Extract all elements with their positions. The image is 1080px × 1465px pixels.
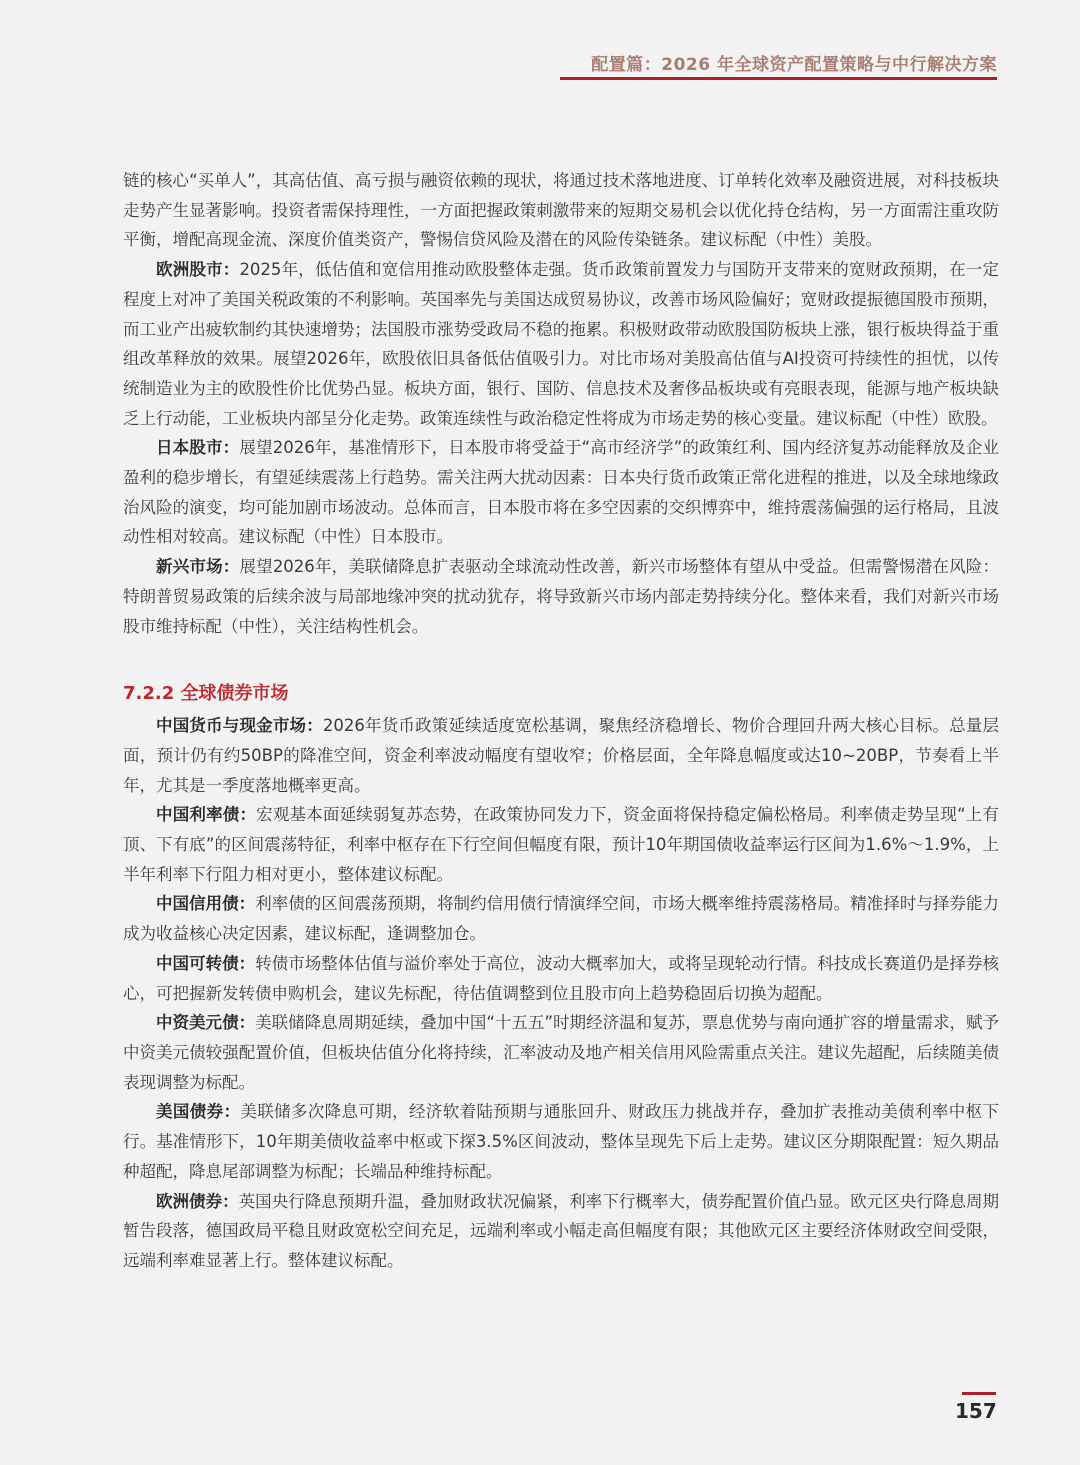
paragraph-text: 美联储降息周期延续，叠加中国“十五五”时期经济温和复苏，票息优势与南向通扩容的增量需求，赋予中资美元债较强配置价值，但板块估值分化将持续，汇率波动及地产相关信用风险需重点关注。建议先超配，后续随美债表现调整为标配。 <box>123 1013 999 1092</box>
paragraph-china-credit-bonds <box>123 889 999 948</box>
paragraph-lead: 欧洲股市： <box>156 260 240 280</box>
page-content <box>123 166 999 1276</box>
paragraph-text: 2025年，低估值和宽信用推动欧股整体走强。货币政策前置发力与国防开支带来的宽财政预期，在一定程度上对冲了美国关税政策的不利影响。英国率先与美国达成贸易协议，改善市场风险偏好；宽财政提振德国股市预期，而工业产出疲软制约其快速增势；法国股市涨势受政局不稳的拖累。积极财政带动欧股国防板块上涨，银行板块得益于重组改革释放的效果。展望2026年，欧股依旧具备低估值吸引力。对比市场对美股高估值与AI投资可持续性的担忧，以传统制造业为主的欧股性价比优势凸显。板块方面，银行、国防、信息技术及奢侈品板块或有亮眼表现，能源与地产板块缺乏上行动能，工业板块内部呈分化走势。政策连续性与政治稳定性将成为市场走势的核心变量。建议标配（中性）欧股。 <box>123 260 999 428</box>
paragraph-lead: 中国利率债： <box>156 805 257 825</box>
paragraph-lead: 中资美元债： <box>156 1013 256 1033</box>
paragraph-text: 链的核心“买单人”，其高估值、高亏损与融资依赖的现状，将通过技术落地进度、订单转化效率及融资进展，对科技板块走势产生显著影响。投资者需保持理性，一方面把握政策刺激带来的短期交易机会以优化持仓结构，另一方面需注重攻防平衡，增配高现金流、深度价值类资产，警惕信贷风险及潜在的风险传染链条。建议标配（中性）美股。 <box>123 171 999 250</box>
page-number: 157 <box>955 1399 997 1423</box>
paragraph-lead: 日本股市： <box>156 438 240 458</box>
paragraph-lead: 欧洲债券： <box>156 1191 239 1211</box>
paragraph-lead: 美国债券： <box>156 1102 241 1122</box>
paragraph-emerging-markets <box>123 552 999 641</box>
paragraph-lead: 中国可转债： <box>156 953 256 973</box>
paragraph-china-rate-bonds <box>123 800 999 889</box>
running-header-title: 配置篇：2026 年全球资产配置策略与中行解决方案 <box>591 55 997 75</box>
paragraph-lead: 中国货币与现金市场： <box>156 716 323 736</box>
paragraph-us-bonds <box>123 1097 999 1186</box>
paragraph-text: 2026年货币政策延续适度宽松基调，聚焦经济稳增长、物价合理回升两大核心目标。总量层面，预计仍有约50BP的降准空间，资金利率波动幅度有望收窄；价格层面，全年降息幅度或达10~20BP，节奏看上半年，尤其是一季度落地概率更高。 <box>123 716 999 795</box>
paragraph-us-equity-continued <box>123 166 999 255</box>
paragraph-text: 利率债的区间震荡预期，将制约信用债行情演绎空间，市场大概率维持震荡格局。精准择时与择券能力成为收益核心决定因素，建议标配，逢调整加仓。 <box>123 894 1000 944</box>
paragraph-text: 展望2026年，美联储降息扩表驱动全球流动性改善，新兴市场整体有望从中受益。但需警惕潜在风险：特朗普贸易政策的后续余波与局部地缘冲突的扰动犹存，将导致新兴市场内部走势持续分化。整体来看，我们对新兴市场股市维持标配（中性），关注结构性机会。 <box>123 557 999 636</box>
paragraph-text: 美联储多次降息可期，经济软着陆预期与通胀回升、财政压力挑战并存，叠加扩表推动美债利率中枢下行。基准情形下，10年期美债收益率中枢或下探3.5%区间波动，整体呈现先下后上走势。建议区分期限配置：短久期品种超配，降息尾部调整为标配；长端品种维持标配。 <box>123 1102 1000 1181</box>
paragraph-europe-bonds <box>123 1187 999 1276</box>
paragraph-lead: 中国信用债： <box>156 894 256 914</box>
paragraph-japan-equity <box>123 433 999 552</box>
header-rule <box>560 77 997 80</box>
paragraph-china-money-market <box>123 711 999 800</box>
paragraph-chinese-usd-bonds <box>123 1008 999 1097</box>
paragraph-text: 转债市场整体估值与溢价率处于高位，波动大概率加大，或将呈现轮动行情。科技成长赛道仍是择券核心，可把握新发转债申购机会，建议先标配，待估值调整到位且股市向上趋势稳固后切换为超配。 <box>123 953 1000 1003</box>
paragraph-europe-equity <box>123 255 999 433</box>
paragraph-text: 英国央行降息预期升温，叠加财政状况偏紧，利率下行概率大，债券配置价值凸显。欧元区央行降息周期暂告段落，德国政局平稳且财政宽松空间充足，远端利率或小幅走高但幅度有限；其他欧元区主要经济体财政空间受限，远端利率难显著上行。整体建议标配。 <box>123 1191 1000 1270</box>
paragraph-text: 展望2026年，基准情形下，日本股市将受益于“高市经济学”的政策红利、国内经济复苏动能释放及企业盈利的稳步增长，有望延续震荡上行趋势。需关注两大扰动因素：日本央行货币政策正常化进程的推进，以及全球地缘政治风险的演变，均可能加剧市场波动。总体而言，日本股市将在多空因素的交织博弈中，维持震荡偏强的运行格局，且波动性相对较高。建议标配（中性）日本股市。 <box>123 438 999 547</box>
paragraph-text: 宏观基本面延续弱复苏态势，在政策协同发力下，资金面将保持稳定偏松格局。利率债走势呈现“上有顶、下有底”的区间震荡特征，利率中枢存在下行空间但幅度有限，预计10年期国债收益率运行区间为1.6%～1.9%，上半年利率下行阻力相对更小，整体建议标配。 <box>123 805 999 884</box>
section-heading: 7.2.2 全球债券市场 <box>123 683 289 705</box>
footer-rule <box>962 1392 996 1395</box>
paragraph-china-convertibles <box>123 949 999 1008</box>
paragraph-lead: 新兴市场： <box>156 557 240 577</box>
